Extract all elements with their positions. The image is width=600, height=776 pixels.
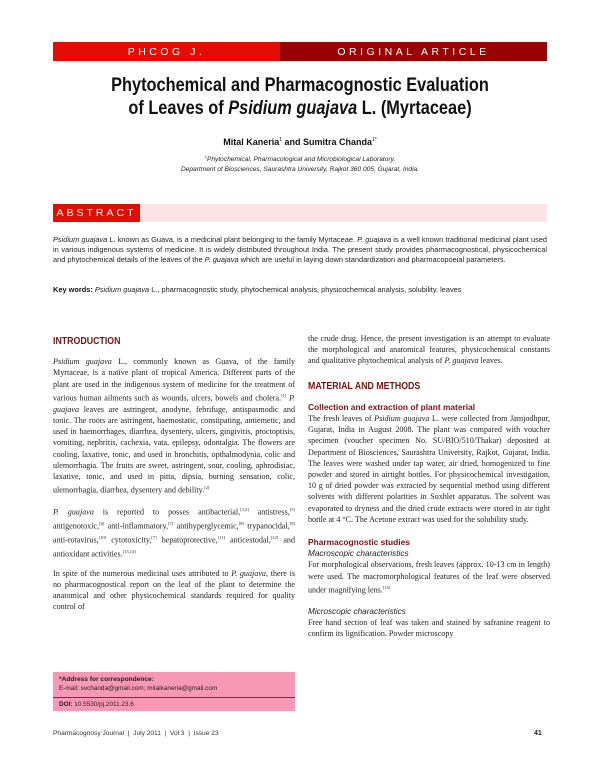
intro-paragraph-1 — [53, 356, 295, 496]
abstract-band — [53, 204, 547, 222]
citation-ref[interactable]: [7] — [168, 520, 174, 526]
doi — [53, 698, 295, 711]
macroscopic-heading: Macroscopic characteristics — [308, 549, 409, 559]
activity-text: cytotoxicity, — [106, 535, 152, 545]
title-suffix: L. (Myrtaceae) — [357, 98, 472, 119]
affiliation-line-1 — [60, 152, 540, 165]
journal-header-bar — [53, 42, 547, 61]
activity-text: trypanocidal, — [243, 521, 290, 531]
collection-heading: Collection and extraction of plant material — [308, 401, 476, 412]
affiliation-line-2: Department of Biosciences, Saurashtra University, Rajkot 360 005, Gujarat, India. — [180, 166, 420, 174]
species-abbr: P. guajava — [53, 393, 295, 414]
paragraph-text: L. were collected from Jamjodhpur, Gujarat, India in August 2008. The plant was compared with voucher specimen (voucher specimen No. SU/BIO/510/Thakar) deposited at Department of Biosciences, Saurashtra University, Rajkot, Gujarat, India. The leaves were washed under tap water, air dried, homogenized to fine powder and stored in airtight bottles. For physicochemical investigation, 10 g of dried powder was extracted by sequential method using different solvents with different polarities in Soxhlet apparatus. The solvent was evaporated to dryness and the dried crude extracts were stored in air tight bottle at 4 °C. The Acetone extract was used for the solubility study. — [308, 414, 550, 524]
page-number: 41 — [534, 730, 542, 737]
activity-text: antigenotoxic, — [53, 521, 100, 531]
species-name: Psidium guajava — [53, 357, 112, 367]
citation-ref[interactable]: [2] — [204, 485, 210, 491]
right-column — [308, 333, 550, 647]
correspondence-box — [53, 672, 295, 711]
activity-text: and antioxidant activities. — [53, 535, 296, 559]
species-name: Psidium guajava — [53, 235, 108, 244]
species-abbr: P. guajava — [53, 507, 94, 517]
citation-ref[interactable]: [9] — [289, 520, 295, 526]
macroscopic-paragraph — [308, 559, 550, 595]
author-affil-mark: 1* — [372, 137, 377, 143]
paragraph-text: , there is no pharmacognostical report on the leaf of the plant to determine the anatomical and other physicochemical standards required for quality control of — [53, 568, 296, 612]
citation-ref[interactable]: [8] — [238, 520, 244, 526]
citation-ref[interactable]: [13,14] — [122, 548, 136, 554]
author-affil-mark: 1 — [279, 137, 283, 143]
abstract-body — [53, 235, 547, 266]
author-conjunction: and — [282, 137, 304, 147]
correspondence-label: *Address for correspondence: — [59, 676, 154, 683]
keywords-species: Psidium guajava — [94, 285, 150, 294]
intro-paragraph-2 — [53, 504, 295, 560]
journal-citation-footer: Pharmacognosy Journal | July 2011 | Vol 3 | Issue 23 — [53, 730, 219, 737]
citation-ref[interactable]: [10] — [98, 534, 107, 540]
activity-text: anti-inflammatory, — [104, 521, 169, 531]
affiliation-lab: Phytochemical, Pharmacological and Microbiological Laboratory, — [206, 156, 396, 164]
title-line-2 — [76, 97, 523, 120]
title-prefix: of Leaves of — [128, 98, 229, 119]
species-abbr: P. guajava — [444, 356, 479, 366]
article-type-label: ORIGINAL ARTICLE — [280, 42, 547, 61]
methods-heading: MATERIAL AND METHODS — [308, 380, 421, 392]
citation-ref[interactable]: [3,4] — [240, 507, 249, 513]
paragraph-text: L., commonly known as Guava, of the family Myrtaceae, is a native plant of tropical America. Different parts of the plant are used in the indigenous system of medicine for the treatment of various human ailments such as wounds, ulcers, bowels and cholera. — [53, 357, 295, 403]
keywords — [53, 285, 547, 295]
affiliation — [60, 152, 540, 175]
paragraph-text: In spite of the numerous medicinal uses attributed to — [53, 568, 232, 578]
citation-ref[interactable]: [11] — [217, 534, 225, 540]
journal-label: PHCOG J. — [53, 42, 280, 61]
microscopic-heading: Microscopic characteristics — [308, 606, 406, 616]
abstract-text-1: L. known as Guava, is a medicinal plant belonging to the family Myrtaceae. — [107, 235, 358, 244]
paragraph-text: the crude drug. Hence, the present investigation is an attempt to evaluate the morphological and anatomical features, physicochemical constants and qualitative phytochemical analysis of — [308, 334, 550, 366]
pharmacognostic-heading: Pharmacognostic studies — [308, 537, 410, 548]
activity-text: is reported to posses antibacterial, — [93, 507, 241, 517]
title-line-1: Phytochemical and Pharmacognostic Evaluation — [111, 75, 489, 96]
abstract-heading: ABSTRACT — [53, 204, 140, 222]
affiliation-mark: 1 — [204, 154, 207, 159]
activity-text: antistress, — [248, 507, 290, 517]
activity-text: anti-rotavirus, — [53, 535, 99, 545]
doi-value[interactable]: 10.5530/pj.2011.23.6 — [72, 701, 134, 708]
paragraph-text: The fresh leaves of — [308, 414, 375, 424]
paragraph-text: leaves are astringent, anodyne, febrifuge, antispasmodic and tonic. The roots are astringent, haemostatic, constipating, antiemetic, and used in haemorrhages, diarrhea, dysentery, ulcers, gingivitis, proctoptisis, vomiting, nephritis, cachexia, vata, epilepsy, odontalgia. The flowers are cooling, laxative, tonic, and used in bronchitis, opthalmodynia, colic and ulemorrhagia. The fruits are sweet, astringent, sour, cooling, aphrodisiac, laxative, tonic, and used in pitta, dipsia, burning sensation, colic, ulemorrhagia, diarrhea, dysentery and debility. — [53, 404, 295, 495]
species-abbr: P. guajava — [231, 568, 266, 578]
paper-title — [76, 74, 523, 120]
species-name: Psidium guajava — [374, 414, 430, 424]
keywords-label: Key words: — [53, 285, 93, 294]
correspondence-address — [53, 672, 295, 698]
author-name: Mital Kaneria — [223, 137, 280, 147]
author-name: Sumitra Chanda — [303, 137, 373, 147]
paragraph-text: leaves. — [478, 356, 503, 366]
intro-paragraph-3 — [53, 568, 295, 613]
doi-label: DOI: — [59, 701, 73, 708]
introduction-heading: INTRODUCTION — [53, 336, 121, 347]
intro-paragraph-3-continued — [308, 333, 550, 367]
left-column — [53, 336, 295, 620]
citation-ref[interactable]: [6] — [99, 520, 105, 526]
activity-text: antihyperglycemic, — [173, 521, 239, 531]
species-abbr: P. guajava — [357, 235, 392, 244]
author-list — [100, 137, 500, 147]
abstract-text-2: is a well known traditional medicinal plant used in various indigenous systems of medicine. It is widely distributed throughout India. The present study provides pharmacognostical, physicochemical and phytochemical details of the leaves of the — [53, 235, 547, 265]
correspondence-email[interactable]: E-mail: svchanda@gmail.com; mitalkaneria@gmail.com — [59, 685, 218, 692]
activity-text: anticestodal, — [225, 535, 271, 545]
title-species: Psidium guajava — [228, 98, 358, 119]
collection-paragraph — [308, 413, 550, 525]
paragraph-text: For morphological observations, fresh leaves (approx. 10-13 cm in length) were used. The macromorphological features of the leaf were observed under magnifying lens. — [308, 560, 550, 595]
citation-ref[interactable]: [1] — [281, 392, 287, 398]
citation-ref[interactable]: [5] — [289, 507, 296, 513]
microscopic-paragraph: Free hand section of leaf was taken and stained by safranine reagent to confirm its lignification. Powder microscopy — [308, 617, 550, 639]
citation-ref[interactable]: [15] — [382, 584, 391, 590]
species-abbr: P. guajava — [204, 255, 239, 265]
keywords-list: L., pharmacognostic study, phytochemical analysis, physicochemical analysis, solubility, leaves — [149, 285, 462, 294]
citation-ref[interactable]: [12] — [270, 534, 279, 540]
activity-text: hepatoprotective, — [156, 535, 218, 545]
abstract-text-3: which are useful in laying down standardization and pharmacopoeial parameters. — [238, 255, 506, 265]
citation-ref[interactable]: [7] — [151, 534, 157, 540]
